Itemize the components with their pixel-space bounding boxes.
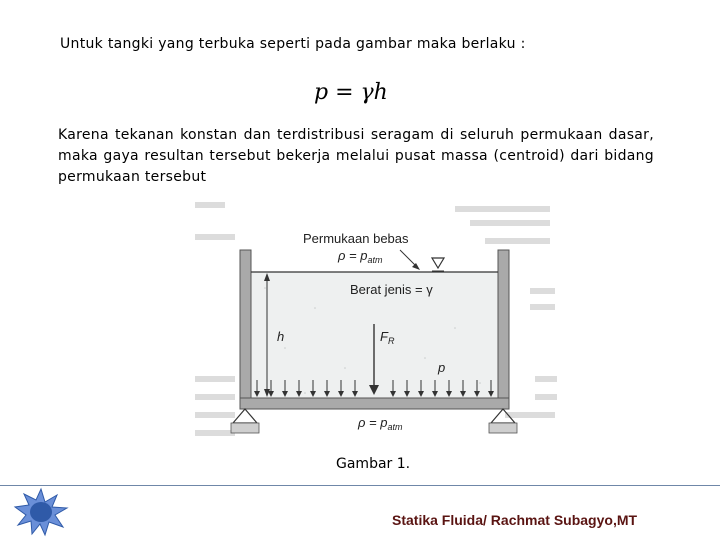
footer-divider (0, 485, 720, 486)
open-tank-diagram (195, 198, 560, 470)
star-logo-icon (12, 487, 70, 537)
pressure-formula: p = γh (314, 80, 388, 105)
h-label: h (277, 329, 285, 344)
figure-caption: Gambar 1. (336, 456, 411, 472)
left-support (233, 409, 257, 423)
tank-right-wall (498, 250, 509, 408)
tank-bottom (240, 398, 509, 409)
explanation-paragraph: Karena tekanan konstan dan terdistribusi seragam di seluruh permukaan dasar, maka gaya resultan tersebut bekerja melalui pusat massa (centroid) dari bidang permukaan tersebut (58, 127, 654, 185)
specific-weight-label: Berat jenis = γ (350, 282, 433, 297)
free-surface-label: Permukaan bebas (303, 231, 409, 246)
p-label: p (438, 360, 446, 375)
tank-left-wall (240, 250, 251, 408)
force-label: $F_R$ (380, 329, 395, 346)
p-atm-bottom-label: $\rho = p_{atm}$ (358, 415, 403, 432)
p-atm-top-label: $\rho = p_{atm}$ (338, 248, 383, 265)
intro-text: Untuk tangki yang terbuka seperti pada gambar maka berlaku : (60, 36, 526, 52)
footer-credit: Statika Fluida/ Rachmat Subagyo,MT (392, 512, 638, 528)
